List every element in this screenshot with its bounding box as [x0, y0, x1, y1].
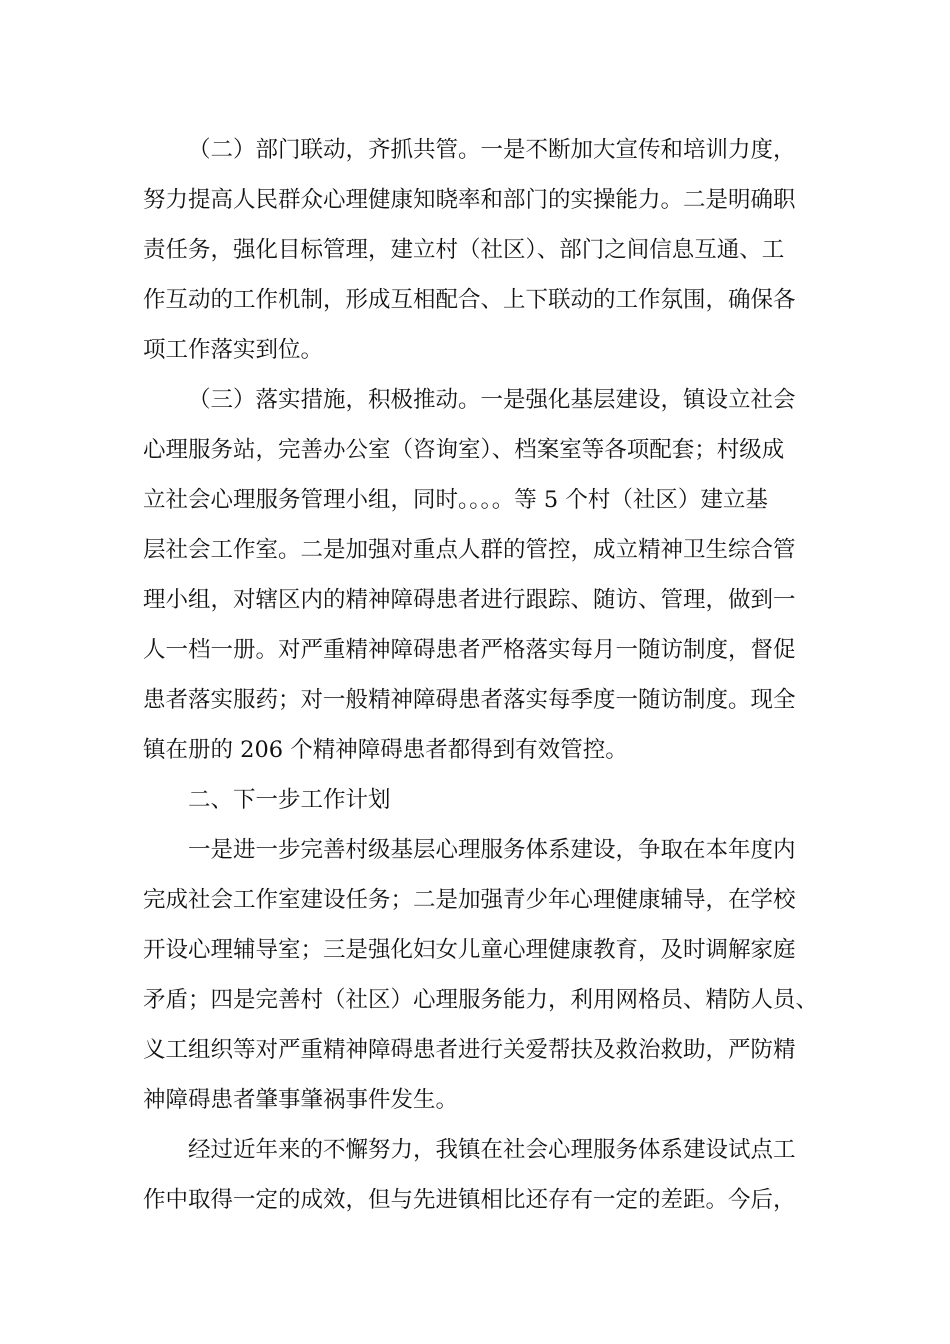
paragraph-line: 项工作落实到位。 [143, 337, 324, 363]
paragraph-line: 神障碍患者肇事肇祸事件发生。 [143, 1087, 459, 1113]
paragraph-line: 矛盾；四是完善村（社区）心理服务能力，利用网格员、精防人员、 [143, 987, 819, 1013]
paragraph-line: 作中取得一定的成效，但与先进镇相比还存有一定的差距。今后， [143, 1187, 796, 1213]
paragraph-line: 经过近年来的不懈努力，我镇在社会心理服务体系建设试点工 [188, 1137, 796, 1163]
paragraph-line: 镇在册的 206 个精神障碍患者都得到有效管控。 [143, 737, 628, 763]
paragraph-line: 患者落实服药；对一般精神障碍患者落实每季度一随访制度。现全 [143, 687, 796, 713]
paragraph-line: （二）部门联动，齐抓共管。一是不断加大宣传和培训力度， [188, 137, 796, 163]
paragraph-line: 立社会心理服务管理小组，同时。。。。等 5 个村（社区）建立基 [143, 487, 768, 513]
paragraph-line: （三）落实措施，积极推动。一是强化基层建设，镇设立社会 [188, 387, 796, 413]
paragraph-line: 义工组织等对严重精神障碍患者进行关爱帮扶及救治救助，严防精 [143, 1037, 796, 1063]
section-heading: 二、下一步工作计划 [188, 787, 391, 813]
paragraph-line: 努力提高人民群众心理健康知晓率和部门的实操能力。二是明确职 [143, 187, 796, 213]
paragraph-line: 理小组，对辖区内的精神障碍患者进行跟踪、随访、管理，做到一 [143, 587, 796, 613]
paragraph-line: 作互动的工作机制，形成互相配合、上下联动的工作氛围，确保各 [143, 287, 796, 313]
paragraph-line: 心理服务站，完善办公室（咨询室）、档案室等各项配套；村级成 [143, 437, 785, 463]
paragraph-line: 人一档一册。对严重精神障碍患者严格落实每月一随访制度，督促 [143, 637, 796, 663]
paragraph-line: 层社会工作室。二是加强对重点人群的管控，成立精神卫生综合管 [143, 537, 796, 563]
paragraph-line: 责任务，强化目标管理，建立村（社区）、部门之间信息互通、工 [143, 237, 785, 263]
paragraph-line: 开设心理辅导室；三是强化妇女儿童心理健康教育，及时调解家庭 [143, 937, 796, 963]
paragraph-line: 完成社会工作室建设任务；二是加强青少年心理健康辅导，在学校 [143, 887, 796, 913]
paragraph-line: 一是进一步完善村级基层心理服务体系建设，争取在本年度内 [188, 837, 796, 863]
